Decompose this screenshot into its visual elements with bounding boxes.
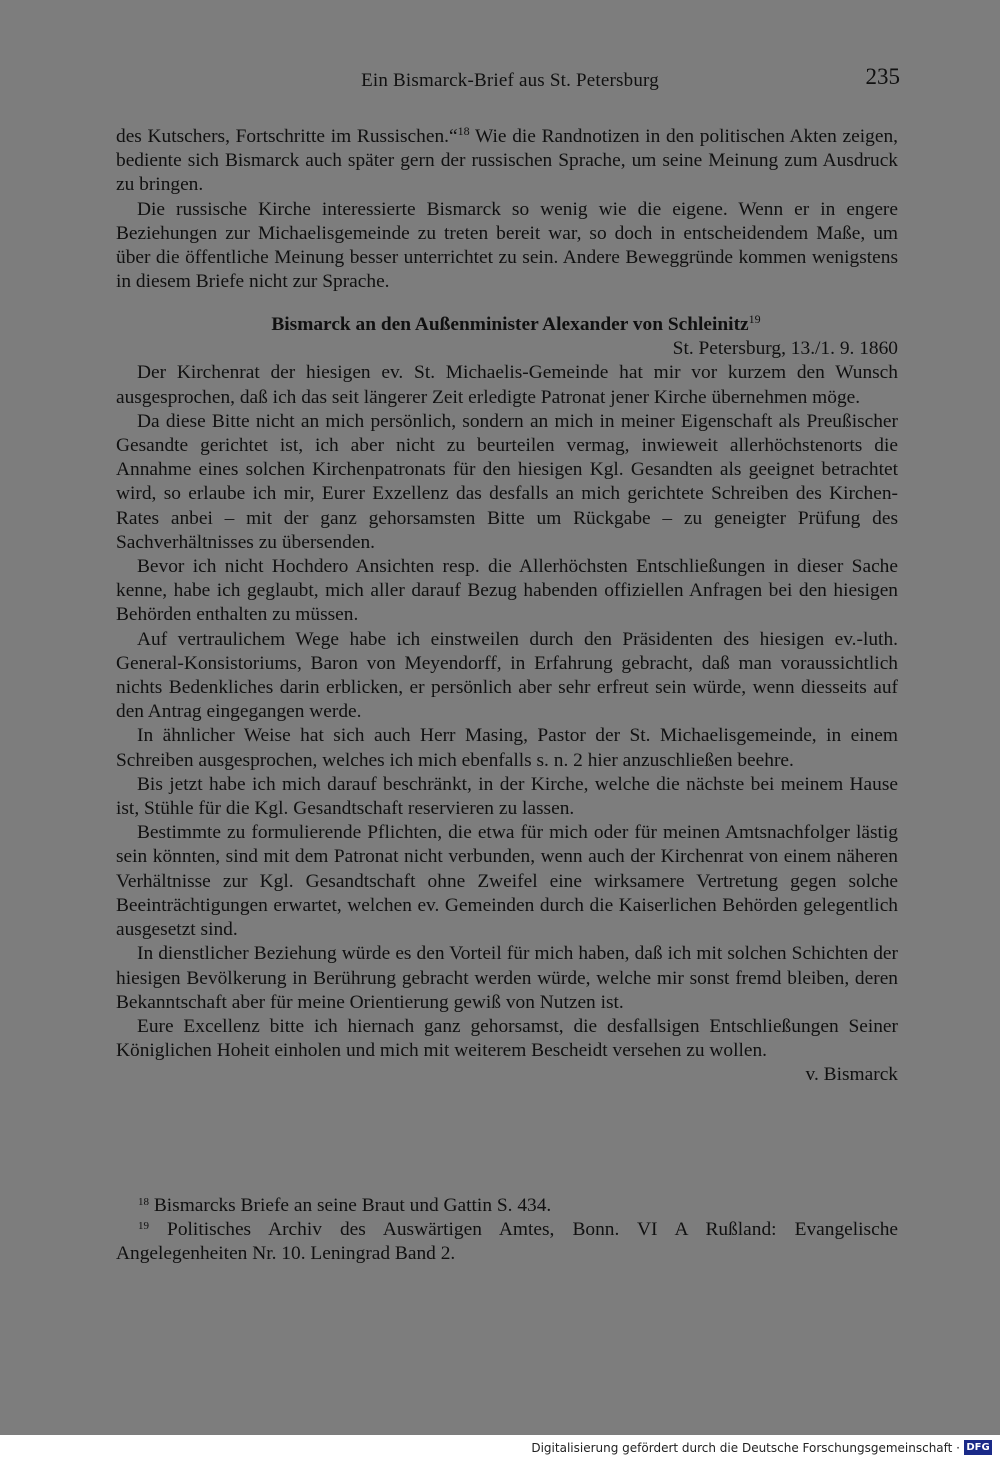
intro-p1-rest: Wie die Randnotizen in den politischen Akten zeigen, bediente sich Bismarck auch später gern der russischen Sprache, um seine Meinung zum Ausdruck zu bringen.: [116, 126, 899, 196]
letter-paragraph: Der Kirchenrat der hiesigen ev. St. Michaelis-Gemeinde hat mir vor kurzem den Wunsch ausgesprochen, daß ich das seit längerer Zeit erledigte Patronat jener Kirche übernehmen möge.: [116, 362, 898, 408]
letter-paragraph: Bestimmte zu formulierende Pflichten, die etwa für mich oder für meinen Amtsnachfolger lästig sein könnten, sind mit dem Patronat nicht verbunden, wenn auch der Kirchenrat von einem näheren Verhältnisse zur Kgl. Gesandtschaft ohne Zweifel eine wirksamere Vertretung gegen solche Beeinträchtigungen erwartet, welchen ev. Gemeinden durch die Kaiserlichen Behörden gelegentlich ausgesetzt sind.: [116, 822, 898, 941]
footnote-number: 18: [138, 1196, 149, 1208]
dfg-logo-icon: DFG: [964, 1440, 992, 1455]
letter-heading: [116, 313, 898, 337]
intro-p1-start: des Kutschers, Fortschritte im Russischen.“: [116, 126, 458, 147]
footnote-19: [116, 1218, 898, 1266]
page-number: 235: [865, 64, 900, 89]
letter-paragraph: Bevor ich nicht Hochdero Ansichten resp. die Allerhöchsten Entschließungen in dieser Sache kenne, habe ich geglaubt, mich aller darauf Bezug habenden offiziellen Anfragen bei den hiesigen Behörden enthalten zu müssen.: [116, 556, 898, 626]
dfg-credit-text: Digitalisierung gefördert durch die Deutsche Forschungsgemeinschaft ·: [531, 1441, 960, 1455]
footnotes: [116, 1194, 898, 1267]
letter-paragraph: In ähnlicher Weise hat sich auch Herr Masing, Pastor der St. Michaelisgemeinde, in einem Schreiben ausgesprochen, welches ich mich ebenfalls s. n. 2 hier anzuschließen beehre.: [116, 725, 898, 771]
footnote-text: Bismarcks Briefe an seine Braut und Gattin S. 434.: [149, 1195, 552, 1216]
intro-paragraph-1: [116, 125, 898, 198]
letter-signature: v. Bismarck: [805, 1064, 898, 1086]
letter-paragraph: Auf vertraulichem Wege habe ich einstweilen durch den Präsidenten des hiesigen ev.-luth. General-Konsistoriums, Baron von Meyendorff, in Erfahrung gebracht, daß man voraussichtlich nichts Bedenkliches darin erblicken, er persönlich aber sehr erfreut sein würde, wenn diesseits auf den Antrag eingegangen werde.: [116, 628, 898, 723]
letter-heading-text: Bismarck an den Außenminister Alexander von Schleinitz: [271, 314, 749, 336]
footnote-18: [116, 1194, 898, 1218]
letter-paragraph: Eure Excellenz bitte ich hiernach ganz gehorsamst, die desfallsigen Entschließungen Seiner Königlichen Hoheit einholen und mich mit weiterem Bescheidt versehen zu wollen.: [116, 1015, 898, 1062]
letter-dateline: St. Petersburg, 13./1. 9. 1860: [672, 338, 898, 360]
running-title: Ein Bismarck-Brief aus St. Petersburg: [361, 70, 659, 91]
letter-paragraph: In dienstlicher Beziehung würde es den Vorteil für mich haben, daß ich mit solchen Schichten der hiesigen Bevölkerung in Berührung gebracht werden würde, welche mir sonst fremd bleiben, deren Bekanntschaft aber für meine Orientierung gewiß von Nutzen ist.: [116, 943, 898, 1013]
footnote-number: 19: [138, 1220, 149, 1233]
intro-paragraph-2: Die russische Kirche interessierte Bismarck so wenig wie die eigene. Wenn er in engere Beziehungen zur Michaelisgemeinde zu treten bereit war, so doch in entscheidendem Maße, um über die öffentliche Meinung besser unterrichtet zu sein. Andere Beweggründe kommen wenigstens in diesem Briefe nicht zur Sprache.: [116, 198, 898, 293]
body-text: [116, 125, 898, 1087]
footnote-ref-19: 19: [748, 312, 761, 327]
page-header: [0, 64, 1000, 98]
letter-paragraph: Da diese Bitte nicht an mich persönlich, sondern an mich in meiner Eigenschaft als Preußischer Gesandte gerichtet ist, ich aber nicht zu beurteilen vermag, inwieweit allerhöchstenorts die Annahme eines solchen Kirchenpatronats für den hiesigen Kgl. Gesandten als geeignet betrachtet wird, so erlaube ich mir, Eurer Exzellenz das desfalls an mich gerichtete Schreiben des Kirchen-Rates anbei – mit der ganz gehorsamsten Bitte um Rückgabe – zu geneigter Prüfung des Sachverhältnisses zu übersenden.: [116, 410, 898, 553]
footnote-text: Politisches Archiv des Auswärtigen Amtes, Bonn. VI A Rußland: Evangelische Angelegenheiten Nr. 10. Leningrad Band 2.: [116, 1219, 898, 1265]
digitization-footer: [0, 1435, 1000, 1462]
footnote-ref-18: 18: [457, 124, 470, 138]
letter-paragraph: Bis jetzt habe ich mich darauf beschränkt, in der Kirche, welche die nächste bei meinem Hause ist, Stühle für die Kgl. Gesandtschaft reservieren zu lassen.: [116, 773, 898, 820]
